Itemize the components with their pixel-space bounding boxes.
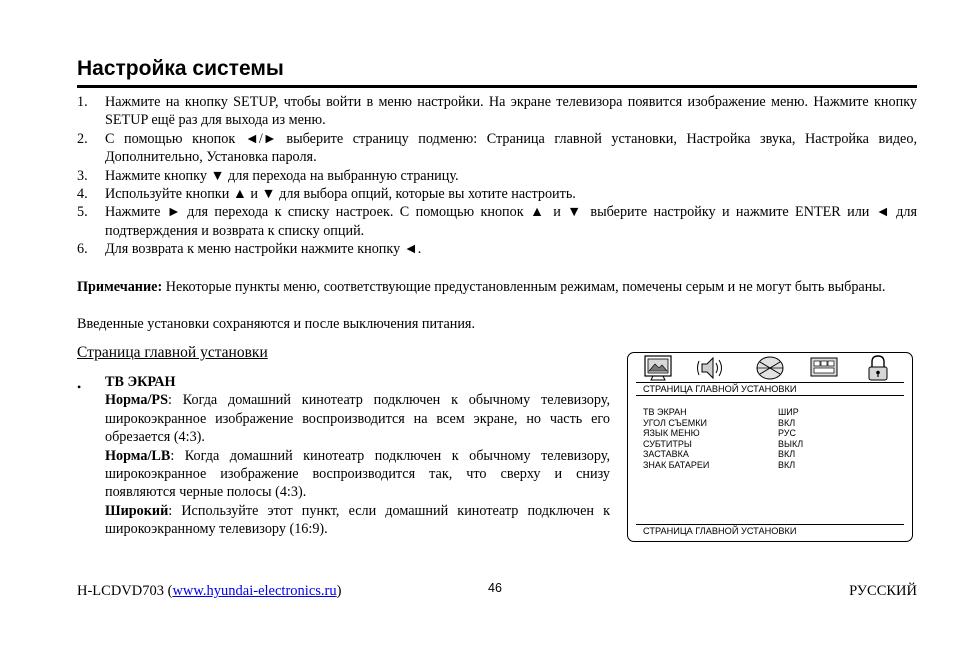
instruction-list <box>77 93 917 259</box>
menu-option-name: ЗНАК БАТАРЕИ <box>643 459 710 470</box>
menu-option-name: ЗАСТАВКА <box>643 449 689 460</box>
menu-option-row <box>643 460 903 471</box>
menu-option-value: ВКЛ <box>778 459 796 470</box>
option-desc-text: Когда домашний кинотеатр подключен к обычному телевизору, широкоэкранное изображение воспроизводится на всем экране, но часть его обрезается (4:3). <box>105 392 610 446</box>
menu-option-row <box>643 449 903 460</box>
menu-option-row <box>643 418 903 429</box>
setup-menu-illustration <box>627 352 913 542</box>
term-separator: : <box>167 392 172 409</box>
menu-option-value: ШИР <box>778 407 799 417</box>
footer-language: РУССКИЙ <box>849 583 917 599</box>
page-number: 46 <box>488 581 502 595</box>
term-separator: : <box>168 502 173 519</box>
step-text: Нажмите ► для перехода к списку настроек. С помощью кнопок ▲ и ▼ выберите настройку и нажмите ENTER или ◄ для подтверждения и возврата к списку опций. <box>105 204 917 239</box>
menu-option-value: РУС <box>778 428 797 439</box>
instruction-step <box>77 240 917 258</box>
model-text: H-LCDVD703 ( <box>77 583 173 599</box>
note-label: Примечание: <box>77 279 163 295</box>
option-term: Норма/PS <box>105 392 168 409</box>
step-number: 3. <box>77 167 88 184</box>
note-text: Некоторые пункты меню, соответствующие предустановленным режимам, помечены серым и не могут быть выбраны. <box>162 279 886 295</box>
step-text: Нажмите на кнопку SETUP, чтобы войти в меню настройки. На экране телевизора появится изображение меню. Нажмите кнопку SETUP ещё раз для выхода из меню. <box>105 94 917 129</box>
menu-option-name: УГОЛ СЪЕМКИ <box>643 417 707 428</box>
option-term: Норма/LB <box>105 447 171 464</box>
instruction-step <box>77 185 917 203</box>
note-persistence-text: Введенные установки сохраняются и после выключения питания. <box>77 316 476 332</box>
option-description <box>105 502 610 539</box>
menu-option-name: СУБТИТРЫ <box>643 438 692 449</box>
audio-setup-icon <box>694 353 730 383</box>
general-setup-icon <box>640 353 676 383</box>
menu-divider <box>636 382 904 383</box>
menu-header-label: СТРАНИЦА ГЛАВНОЙ УСТАНОВКИ <box>643 384 797 394</box>
menu-divider <box>636 524 904 525</box>
step-number: 5. <box>77 204 88 221</box>
password-lock-icon <box>860 353 896 383</box>
bullet-marker: • <box>77 380 82 394</box>
menu-option-row <box>643 428 903 439</box>
note-paragraph <box>77 278 917 296</box>
page-title: Настройка системы <box>77 57 284 80</box>
instruction-step <box>77 93 917 130</box>
menu-tab-icons <box>628 353 912 383</box>
step-text: Для возврата к меню настройки нажмите кнопку ◄. <box>105 241 422 258</box>
title-underline <box>77 85 917 88</box>
video-setup-icon <box>752 353 788 383</box>
tv-screen-description <box>105 373 610 539</box>
section-heading: Страница главной установки <box>77 344 268 361</box>
step-number: 6. <box>77 241 88 258</box>
footer-model <box>77 582 341 600</box>
menu-footer-label: СТРАНИЦА ГЛАВНОЙ УСТАНОВКИ <box>643 526 797 536</box>
menu-options-list <box>643 407 903 471</box>
instruction-step <box>77 203 917 240</box>
step-text: Используйте кнопки ▲ и ▼ для выбора опций, которые вы хотите настроить. <box>105 186 576 203</box>
step-number: 4. <box>77 186 88 203</box>
menu-option-value: ВКЛ <box>778 417 796 428</box>
website-link[interactable]: www.hyundai-electronics.ru <box>172 583 337 599</box>
model-text-end: ) <box>336 583 342 599</box>
menu-option-value: ВКЛ <box>778 449 796 460</box>
tv-screen-heading: ТВ ЭКРАН <box>105 374 176 390</box>
menu-option-row <box>643 407 903 418</box>
menu-divider <box>636 395 904 396</box>
instruction-step <box>77 130 917 167</box>
option-description <box>105 391 610 446</box>
menu-option-name: ТВ ЭКРАН <box>643 407 687 417</box>
menu-option-value: ВЫКЛ <box>778 438 804 449</box>
step-text: Нажмите кнопку ▼ для перехода на выбранную страницу. <box>105 167 459 184</box>
step-text: С помощью кнопок ◄/► выберите страницу подменю: Страница главной установки, Настройка звука, Настройка видео, Дополнительно, Установка пароля. <box>105 130 917 166</box>
menu-option-name: ЯЗЫК МЕНЮ <box>643 428 700 439</box>
menu-option-row <box>643 439 903 450</box>
option-term: Широкий <box>105 502 169 519</box>
option-desc-text: Когда домашний кинотеатр подключен к обычному телевизору, широкоэкранное изображение воспроизводится так, что сверху и снизу появляются черные полосы (4:3). <box>105 447 610 501</box>
option-desc-text: Используйте этот пункт, если домашний кинотеатр подключен к широкоэкранному телевизору (16:9). <box>105 502 610 538</box>
preferences-icon <box>806 353 842 383</box>
step-number: 1. <box>77 94 88 110</box>
term-separator: : <box>170 447 175 464</box>
instruction-step <box>77 167 917 185</box>
step-number: 2. <box>77 130 88 147</box>
option-description <box>105 447 610 502</box>
